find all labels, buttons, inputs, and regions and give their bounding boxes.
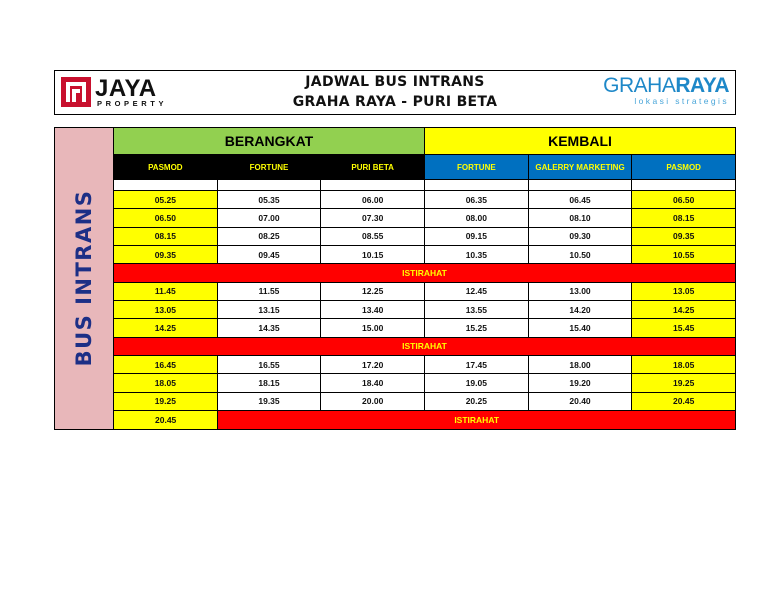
time-cell: 09.35 <box>114 246 218 264</box>
time-cell: 15.40 <box>529 319 633 337</box>
column-header: GALERRY MARKETING <box>529 155 633 180</box>
section-depart: BERANGKAT <box>114 128 425 155</box>
time-cell: 06.50 <box>632 191 735 209</box>
side-label-panel <box>55 128 114 429</box>
time-cell: 05.35 <box>218 191 322 209</box>
time-cell: 09.45 <box>218 246 322 264</box>
table-row <box>114 191 735 209</box>
side-label: BUS INTRANS <box>72 189 96 367</box>
section-header-row <box>114 128 735 155</box>
table-row <box>114 283 735 301</box>
time-cell: 18.00 <box>529 356 633 374</box>
time-cell: 08.10 <box>529 209 633 227</box>
time-cell: 15.00 <box>321 319 425 337</box>
time-cell: 19.35 <box>218 393 322 411</box>
break-cell: ISTIRAHAT <box>114 338 735 356</box>
schedule-grid <box>114 128 735 429</box>
time-cell: 16.55 <box>218 356 322 374</box>
time-cell: 11.45 <box>114 283 218 301</box>
time-cell: 09.15 <box>425 228 529 246</box>
table-row <box>114 374 735 392</box>
table-row <box>114 209 735 227</box>
page-subtitle: GRAHA RAYA - PURI BETA <box>292 94 498 110</box>
blank-cell <box>632 180 735 191</box>
time-cell: 13.55 <box>425 301 529 319</box>
time-cell: 09.30 <box>529 228 633 246</box>
time-cell: 14.25 <box>114 319 218 337</box>
blank-cell <box>529 180 633 191</box>
time-cell: 16.45 <box>114 356 218 374</box>
time-cell: 19.25 <box>632 374 735 392</box>
time-cell: 10.35 <box>425 246 529 264</box>
column-header: FORTUNE <box>425 155 529 180</box>
time-cell: 14.35 <box>218 319 322 337</box>
table-row <box>114 319 735 337</box>
table-row <box>114 301 735 319</box>
schedule-table <box>54 127 736 430</box>
time-cell: 19.25 <box>114 393 218 411</box>
graha-word-part2: RAYA <box>675 74 729 97</box>
blank-cell <box>425 180 529 191</box>
time-cell: 20.40 <box>529 393 633 411</box>
break-cell: ISTIRAHAT <box>114 264 735 282</box>
time-cell: 19.20 <box>529 374 633 392</box>
time-cell: 18.15 <box>218 374 322 392</box>
blank-cell <box>321 180 425 191</box>
blank-cell <box>218 180 322 191</box>
jaya-logo-icon <box>61 77 91 107</box>
time-cell: 06.35 <box>425 191 529 209</box>
time-cell: 08.15 <box>632 209 735 227</box>
blank-cell <box>114 180 218 191</box>
column-header: PURI BETA <box>321 155 425 180</box>
time-cell: 18.40 <box>321 374 425 392</box>
section-return: KEMBALI <box>425 128 735 155</box>
column-header: FORTUNE <box>218 155 322 180</box>
column-header: PASMOD <box>114 155 218 180</box>
time-cell: 17.20 <box>321 356 425 374</box>
table-row <box>114 411 735 429</box>
time-cell: 20.45 <box>114 411 218 429</box>
time-cell: 13.40 <box>321 301 425 319</box>
break-cell: ISTIRAHAT <box>218 411 735 429</box>
time-cell: 05.25 <box>114 191 218 209</box>
time-cell: 13.05 <box>114 301 218 319</box>
time-cell: 13.00 <box>529 283 633 301</box>
jaya-subtitle: PROPERTY <box>97 99 168 108</box>
time-cell: 12.25 <box>321 283 425 301</box>
time-cell: 07.30 <box>321 209 425 227</box>
time-cell: 18.05 <box>114 374 218 392</box>
time-cell: 08.25 <box>218 228 322 246</box>
time-cell: 06.50 <box>114 209 218 227</box>
time-cell: 08.00 <box>425 209 529 227</box>
time-cell: 20.45 <box>632 393 735 411</box>
time-cell: 07.00 <box>218 209 322 227</box>
table-row <box>114 356 735 374</box>
graha-raya-logo <box>599 75 729 111</box>
graha-raya-tagline: lokasi strategis <box>634 96 729 106</box>
break-row <box>114 264 735 282</box>
time-cell: 20.25 <box>425 393 529 411</box>
time-cell: 15.25 <box>425 319 529 337</box>
time-cell: 17.45 <box>425 356 529 374</box>
time-cell: 08.15 <box>114 228 218 246</box>
time-cell: 09.35 <box>632 228 735 246</box>
time-cell: 13.05 <box>632 283 735 301</box>
time-cell: 08.55 <box>321 228 425 246</box>
table-row <box>114 393 735 411</box>
column-header: PASMOD <box>632 155 735 180</box>
break-row <box>114 338 735 356</box>
graha-raya-wordmark <box>599 75 729 97</box>
time-cell: 06.00 <box>321 191 425 209</box>
jaya-wordmark: JAYA <box>95 75 157 102</box>
column-header-row <box>114 155 735 180</box>
time-cell: 12.45 <box>425 283 529 301</box>
table-row <box>114 228 735 246</box>
time-cell: 15.45 <box>632 319 735 337</box>
time-cell: 19.05 <box>425 374 529 392</box>
time-cell: 20.00 <box>321 393 425 411</box>
time-cell: 14.25 <box>632 301 735 319</box>
page-title: JADWAL BUS INTRANS <box>305 74 485 90</box>
time-cell: 18.05 <box>632 356 735 374</box>
header-banner <box>54 70 736 115</box>
time-cell: 10.55 <box>632 246 735 264</box>
jaya-property-logo <box>61 77 179 109</box>
graha-word-part1: GRAHA <box>603 74 676 97</box>
time-cell: 06.45 <box>529 191 633 209</box>
blank-row <box>114 180 735 191</box>
time-cell: 10.50 <box>529 246 633 264</box>
table-row <box>114 246 735 264</box>
time-cell: 11.55 <box>218 283 322 301</box>
time-cell: 14.20 <box>529 301 633 319</box>
time-cell: 13.15 <box>218 301 322 319</box>
time-cell: 10.15 <box>321 246 425 264</box>
